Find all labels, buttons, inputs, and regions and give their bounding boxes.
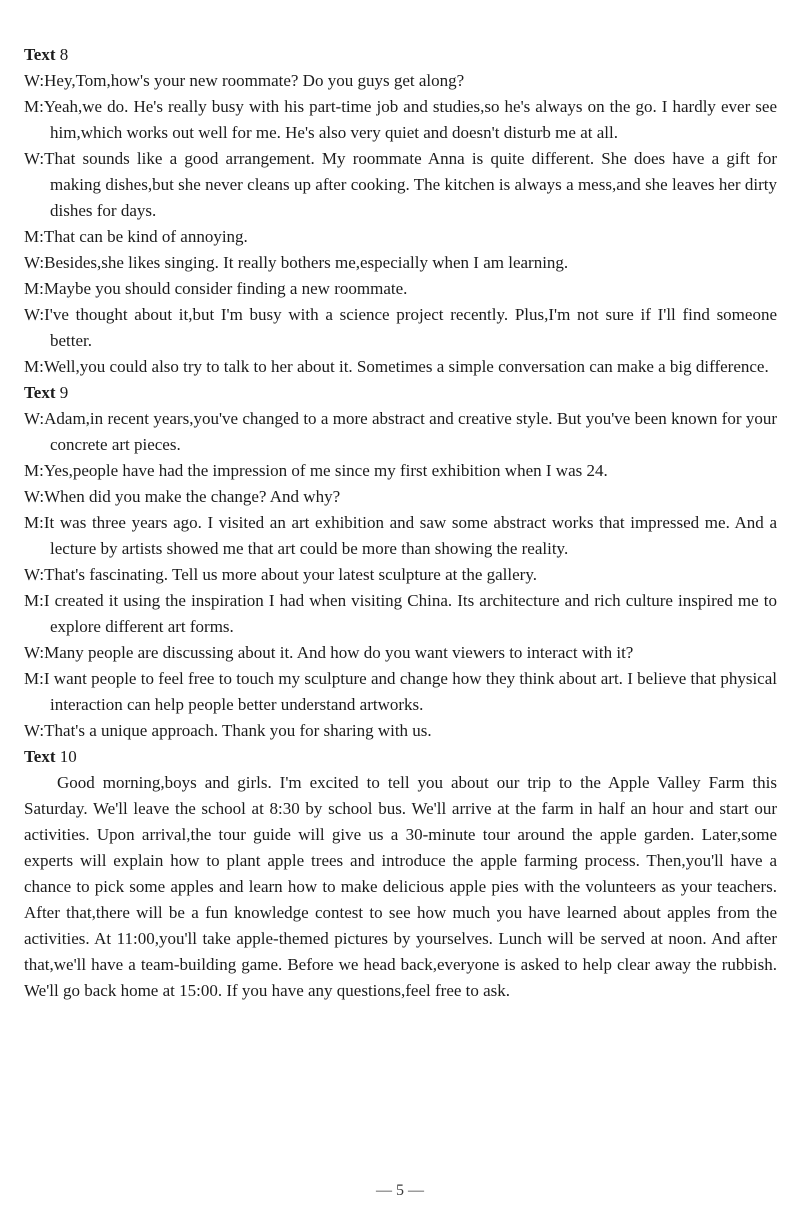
section-heading-number: 10 (59, 747, 77, 766)
dialogue-line (24, 276, 777, 302)
speaker-label: M: (24, 591, 44, 610)
section-heading (24, 380, 777, 406)
speaker-label: M: (24, 357, 44, 376)
dialogue-text: I want people to feel free to touch my sculpture and change how they think about art. I believe that physical interaction can help people better understand artworks. (43, 669, 777, 714)
speaker-label: W: (24, 565, 45, 584)
dialogue-text: That can be kind of annoying. (43, 227, 248, 246)
speaker-label: M: (24, 669, 44, 688)
dialogue-text: That sounds like a good arrangement. My roommate Anna is quite different. She does have a gift for making dishes,but she never cleans up after cooking. The kitchen is always a mess,and she leaves her dirty dishes for days. (44, 149, 777, 220)
dialogue-line (24, 484, 777, 510)
dialogue-line (24, 718, 777, 744)
speaker-label: M: (24, 461, 44, 480)
dialogue-line (24, 250, 777, 276)
dialogue-text: When did you make the change? And why? (44, 487, 341, 506)
dialogue-text: Besides,she likes singing. It really bothers me,especially when I am learning. (44, 253, 569, 272)
dialogue-text: Hey,Tom,how's your new roommate? Do you guys get along? (44, 71, 465, 90)
dialogue-line (24, 562, 777, 588)
speaker-label: W: (24, 305, 45, 324)
dialogue-text: That's fascinating. Tell us more about your latest sculpture at the gallery. (44, 565, 537, 584)
section-heading (24, 42, 777, 68)
section-heading-label: Text (24, 747, 56, 766)
dialogue-line (24, 94, 777, 146)
section-heading-label: Text (24, 383, 56, 402)
speaker-label: W: (24, 253, 45, 272)
page-number-text: — 5 — (376, 1182, 424, 1199)
dialogue-text: Yes,people have had the impression of me since my first exhibition when I was 24. (43, 461, 608, 480)
dialogue-text: It was three years ago. I visited an art exhibition and saw some abstract works that impressed me. And a lecture by artists showed me that art could be more than showing the reality. (43, 513, 777, 558)
page-number (0, 1178, 800, 1204)
dialogue-line (24, 224, 777, 250)
dialogue-line (24, 354, 777, 380)
dialogue-text: Well,you could also try to talk to her about it. Sometimes a simple conversation can make a big difference. (43, 357, 769, 376)
dialogue-line (24, 302, 777, 354)
transcript-content (24, 42, 777, 1004)
speaker-label: W: (24, 149, 45, 168)
dialogue-line (24, 146, 777, 224)
speaker-label: M: (24, 97, 44, 116)
dialogue-text: Yeah,we do. He's really busy with his part-time job and studies,so he's always on the go. I hardly ever see him,which works out well for me. He's also very quiet and doesn't disturb me at all. (43, 97, 777, 142)
dialogue-line (24, 458, 777, 484)
dialogue-line (24, 510, 777, 562)
section-heading-label: Text (24, 45, 56, 64)
speaker-label: W: (24, 409, 45, 428)
dialogue-text: I've thought about it,but I'm busy with a science project recently. Plus,I'm not sure if I'll find someone better. (44, 305, 777, 350)
dialogue-line (24, 406, 777, 458)
speaker-label: W: (24, 643, 45, 662)
speaker-label: W: (24, 71, 45, 90)
section-heading (24, 744, 777, 770)
speaker-label: M: (24, 513, 44, 532)
section-heading-number: 9 (59, 383, 69, 402)
dialogue-line (24, 588, 777, 640)
dialogue-text: Maybe you should consider finding a new roommate. (43, 279, 408, 298)
dialogue-text: Many people are discussing about it. And how do you want viewers to interact with it? (44, 643, 634, 662)
dialogue-text: That's a unique approach. Thank you for sharing with us. (44, 721, 432, 740)
section-heading-number: 8 (59, 45, 69, 64)
speaker-label: M: (24, 227, 44, 246)
speaker-label: W: (24, 487, 45, 506)
dialogue-line (24, 640, 777, 666)
speaker-label: M: (24, 279, 44, 298)
dialogue-line (24, 666, 777, 718)
dialogue-line (24, 68, 777, 94)
monologue-paragraph: Good morning,boys and girls. I'm excited to tell you about our trip to the Apple Valley Farm this Saturday. We'll leave the school at 8:30 by school bus. We'll arrive at the farm in half an hour and start our activities. Upon arrival,the tour guide will give us a 30-minute tour around the apple garden. Later,some experts will explain how to plant apple trees and introduce the apple farming process. Then,you'll have a chance to pick some apples and learn how to make delicious apple pies with the volunteers as your teachers. After that,there will be a fun knowledge contest to see how much you have learned about apples from the activities. At 11:00,you'll take apple-themed pictures by yourselves. Lunch will be served at noon. And after that,we'll have a team-building game. Before we head back,everyone is asked to help clear away the rubbish. We'll go back home at 15:00. If you have any questions,feel free to ask. (24, 773, 777, 1000)
dialogue-text: I created it using the inspiration I had when visiting China. Its architecture and rich culture inspired me to explore different art forms. (43, 591, 777, 636)
speaker-label: W: (24, 721, 45, 740)
dialogue-text: Adam,in recent years,you've changed to a more abstract and creative style. But you've been known for your concrete art pieces. (44, 409, 777, 454)
